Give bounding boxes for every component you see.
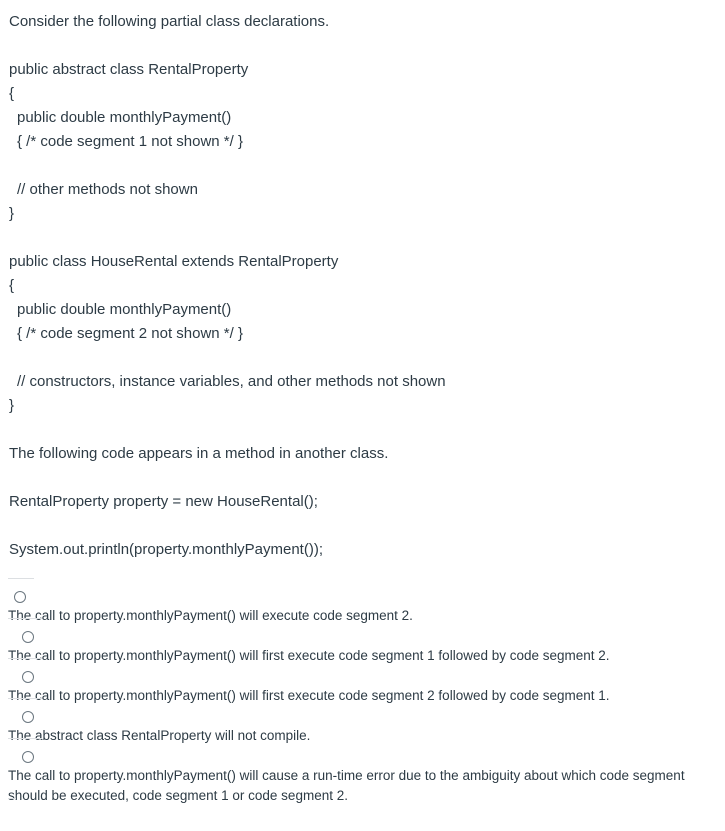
class2-comment: // constructors, instance variables, and other methods not shown <box>17 373 446 390</box>
answer-option[interactable] <box>8 618 713 691</box>
class2-close-brace: } <box>9 397 15 414</box>
answer-option[interactable] <box>8 738 713 831</box>
answer-text: The call to property.monthlyPayment() will first execute code segment 1 followed by code segment 2. <box>8 648 610 663</box>
answer-text: The call to property.monthlyPayment() will cause a run-time error due to the ambiguity about which code segment should be executed, code segment 1 or code segment 2. <box>8 768 685 803</box>
class2-open-brace: { <box>9 277 15 294</box>
radio-button[interactable] <box>22 671 34 683</box>
code-line-1: RentalProperty property = new HouseRental(); <box>9 493 318 510</box>
answer-text: The call to property.monthlyPayment() will first execute code segment 2 followed by code segment 1. <box>8 688 610 703</box>
radio-button[interactable] <box>22 631 34 643</box>
code-line-2: System.out.println(property.monthlyPayment()); <box>9 541 323 558</box>
class1-comment: // other methods not shown <box>17 181 198 198</box>
following-code-text: The following code appears in a method in another class. <box>9 445 389 462</box>
radio-button[interactable] <box>14 591 26 603</box>
answer-choices <box>8 586 713 826</box>
class2-method-signature: public double monthlyPayment() <box>17 301 232 318</box>
class1-declaration: public abstract class RentalProperty <box>9 61 249 78</box>
question-intro: Consider the following partial class declarations. <box>9 13 330 30</box>
class1-open-brace: { <box>9 85 15 102</box>
class1-method-body: { /* code segment 1 not shown */ } <box>17 133 243 150</box>
answer-text: The call to property.monthlyPayment() will execute code segment 2. <box>8 608 413 623</box>
class1-close-brace: } <box>9 205 15 222</box>
radio-button[interactable] <box>22 711 34 723</box>
answer-text: The abstract class RentalProperty will not compile. <box>8 728 311 743</box>
radio-button[interactable] <box>22 751 34 763</box>
answer-option[interactable] <box>8 578 713 651</box>
answer-option[interactable] <box>8 658 713 731</box>
answer-option[interactable] <box>8 698 713 771</box>
class2-method-body: { /* code segment 2 not shown */ } <box>17 325 243 342</box>
class1-method-signature: public double monthlyPayment() <box>17 109 232 126</box>
class2-declaration: public class HouseRental extends RentalProperty <box>9 253 339 270</box>
